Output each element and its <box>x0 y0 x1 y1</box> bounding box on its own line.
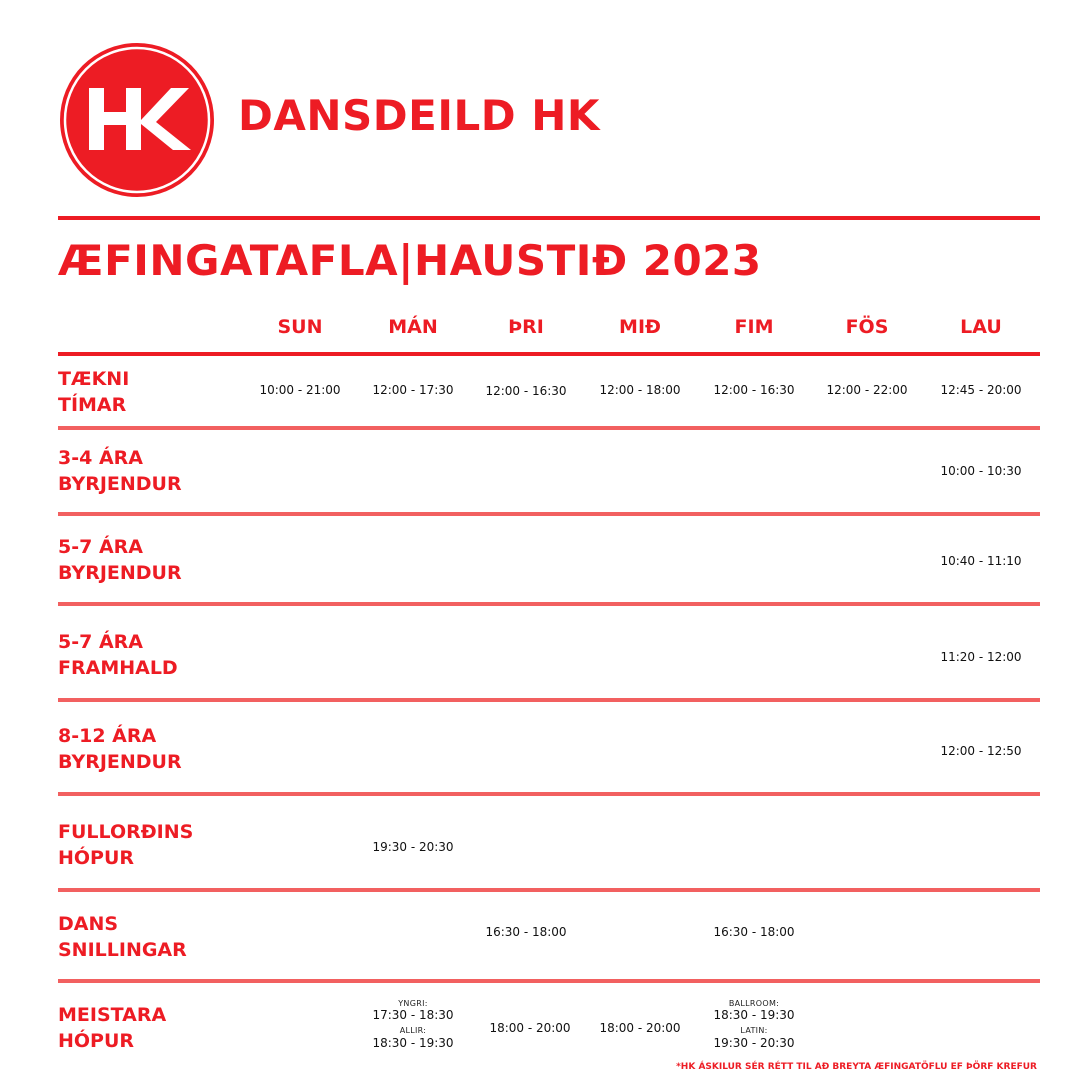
row-label-line: HÓPUR <box>58 847 135 869</box>
row-label-line: 8-12 ÁRA <box>58 725 157 747</box>
time-cell: 12:00 - 12:50 <box>940 744 1022 758</box>
time-cell: 12:00 - 18:00 <box>599 383 681 397</box>
row-label-3-4-ara-byrjendur <box>58 445 182 497</box>
row-label-line: BYRJENDUR <box>58 562 182 584</box>
time-cell: 12:00 - 17:30 <box>372 383 454 397</box>
time-cell: 10:00 - 21:00 <box>259 383 341 397</box>
footnote: *HK ÁSKILUR SÉR RÉTT TIL AÐ BREYTA ÆFINGATÖFLU EF ÞÖRF KREFUR <box>676 1062 1037 1072</box>
time-cell: 12:00 - 16:30 <box>485 384 567 398</box>
time-cell: 17:30 - 18:30 <box>372 1008 454 1022</box>
organization-name: DANSDEILD HK <box>238 91 600 140</box>
row-label-meistara-hopur <box>58 1002 166 1054</box>
row-label-line: 5-7 ÁRA <box>58 536 143 558</box>
time-cell: 18:00 - 20:00 <box>489 1021 571 1035</box>
row-label-fullordins-hopur <box>58 819 193 871</box>
row-label-line: MEISTARA <box>58 1004 167 1026</box>
row-label-line: DANS <box>58 913 119 935</box>
row-label-line: FULLORÐINS <box>58 821 194 843</box>
time-cell-sublabel: BALLROOM: <box>728 999 780 1008</box>
day-header-tue: ÞRI <box>508 316 544 338</box>
row-label-line: HÓPUR <box>58 1030 135 1052</box>
time-cell: 10:40 - 11:10 <box>940 554 1022 568</box>
time-cell: 19:30 - 20:30 <box>372 840 454 854</box>
row-label-5-7-ara-framhald <box>58 629 178 681</box>
row-label-line: TÆKNI <box>58 368 130 390</box>
row-label-line: FRAMHALD <box>58 657 178 679</box>
row-label-line: SNILLINGAR <box>58 939 187 961</box>
time-cell-sublabel: LATIN: <box>740 1026 768 1035</box>
row-divider <box>58 426 1040 430</box>
row-label-line: 5-7 ÁRA <box>58 631 143 653</box>
time-cell: 18:30 - 19:30 <box>713 1008 795 1022</box>
time-cell: 12:00 - 22:00 <box>826 383 908 397</box>
schedule-title: ÆFINGATAFLA|HAUSTIÐ 2023 <box>58 236 762 285</box>
day-header-wed: MIÐ <box>619 316 661 338</box>
row-label-dans-snillingar <box>58 911 187 963</box>
time-cell: 19:30 - 20:30 <box>713 1036 795 1050</box>
row-divider <box>58 792 1040 796</box>
row-label-5-7-ara-byrjendur <box>58 534 182 586</box>
row-label-line: TÍMAR <box>58 394 127 416</box>
day-header-sat: LAU <box>960 316 1002 338</box>
time-cell: 10:00 - 10:30 <box>940 464 1022 478</box>
time-cell: 16:30 - 18:00 <box>485 925 567 939</box>
day-header-thu: FIM <box>734 316 774 338</box>
row-divider <box>58 698 1040 702</box>
row-label-line: BYRJENDUR <box>58 473 182 495</box>
time-cell: 16:30 - 18:00 <box>713 925 795 939</box>
row-divider <box>58 979 1040 983</box>
day-header-fri: FÖS <box>845 316 889 338</box>
row-divider <box>58 512 1040 516</box>
row-divider <box>58 888 1040 892</box>
row-divider <box>58 602 1040 606</box>
row-label-tækni-timar <box>58 366 129 418</box>
hk-logo-icon <box>59 42 215 198</box>
day-header-mon: MÁN <box>388 316 438 338</box>
time-cell: 12:45 - 20:00 <box>940 383 1022 397</box>
day-header-sun: SUN <box>277 316 323 338</box>
row-label-line: 3-4 ÁRA <box>58 447 143 469</box>
time-cell: 12:00 - 16:30 <box>713 383 795 397</box>
row-label-line: BYRJENDUR <box>58 751 182 773</box>
header-divider <box>58 352 1040 356</box>
time-cell: 11:20 - 12:00 <box>940 650 1022 664</box>
hk-logo <box>59 42 215 198</box>
time-cell: 18:00 - 20:00 <box>599 1021 681 1035</box>
time-cell-sublabel: YNGRI: <box>398 999 428 1008</box>
title-divider <box>58 216 1040 220</box>
time-cell-sublabel: ALLIR: <box>399 1026 427 1035</box>
time-cell: 18:30 - 19:30 <box>372 1036 454 1050</box>
row-label-8-12-ara-byrjendur <box>58 723 182 775</box>
